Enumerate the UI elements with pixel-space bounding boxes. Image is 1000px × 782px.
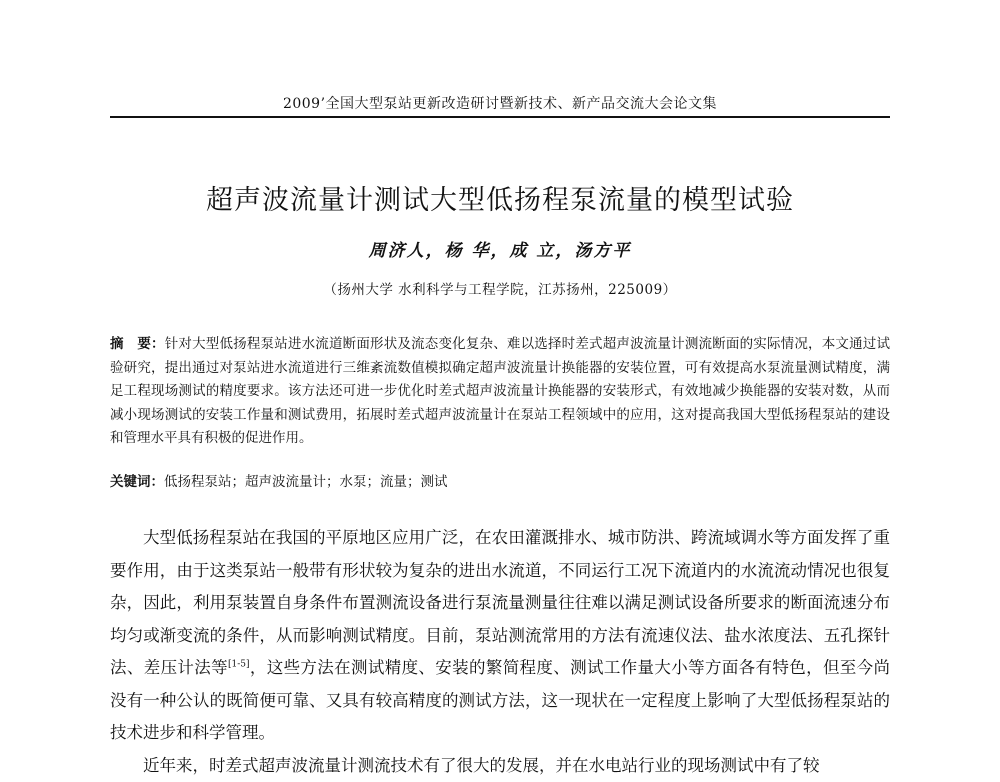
running-header: 2009’全国大型泵站更新改造研讨暨新技术、新产品交流大会论文集 xyxy=(110,93,890,113)
abstract xyxy=(110,333,890,451)
paper-title: 超声波流量计测试大型低扬程泵流量的模型试验 xyxy=(110,178,890,217)
affiliation: （扬州大学 水利科学与工程学院，江苏扬州，225009） xyxy=(110,278,890,298)
keywords-text: 低扬程泵站；超声波流量计；水泵；流量；测试 xyxy=(164,474,448,490)
abstract-text: 针对大型低扬程泵站进水流道断面形状及流态变化复杂、难以选择时差式超声波流量计测流断面的实际情况，本文通过试验研究，提出通过对泵站进水流道进行三维紊流数值模拟确定超声波流量计换能器的安装位置，可有效提高水泵流量测试精度，满足工程现场测试的精度要求。该方法还可进一步优化时差式超声波流量计换能器的安装形式，有效地减少换能器的安装对数，从而减小现场测试的安装工作量和测试费用，拓展时差式超声波流量计在泵站工程领域中的应用，这对提高我国大型低扬程泵站的建设和管理水平具有积极的促进作用。 xyxy=(110,336,890,446)
authors: 周济人，杨 华，成 立，汤方平 xyxy=(110,236,890,261)
keywords-label: 关键词： xyxy=(110,474,164,490)
abstract-label: 摘 要： xyxy=(110,336,165,352)
body-paragraph-1-part-b: ，这些方法在测试精度、安装的繁简程度、测试工作量大小等方面各有特色，但至今尚没有一种公认的既简便可靠、又具有较高精度的测试方法，这一现状在一定程度上影响了大型低扬程泵站的技术进步和科学管理。 xyxy=(110,658,890,742)
body-paragraph-1 xyxy=(110,522,890,750)
body-paragraph-2: 近年来，时差式超声波流量计测流技术有了很大的发展，并在水电站行业的现场测试中有了较 xyxy=(110,750,890,782)
body-paragraph-1-part-a: 大型低扬程泵站在我国的平原地区应用广泛，在农田灌溉排水、城市防洪、跨流域调水等方面发挥了重要作用，由于这类泵站一般带有形状较为复杂的进出水流道，不同运行工况下流道内的水流流动情况也很复杂，因此，利用泵装置自身条件布置测流设备进行泵流量测量往往难以满足测试设备所要求的断面流速分布均匀或渐变流的条件，从而影响测试精度。目前，泵站测流常用的方法有流速仪法、盐水浓度法、五孔探针法、差压计法等 xyxy=(110,528,890,677)
header-rule xyxy=(110,116,890,118)
citation-ref: [1-5] xyxy=(228,660,250,670)
body-text xyxy=(110,522,890,782)
keywords xyxy=(110,471,890,494)
